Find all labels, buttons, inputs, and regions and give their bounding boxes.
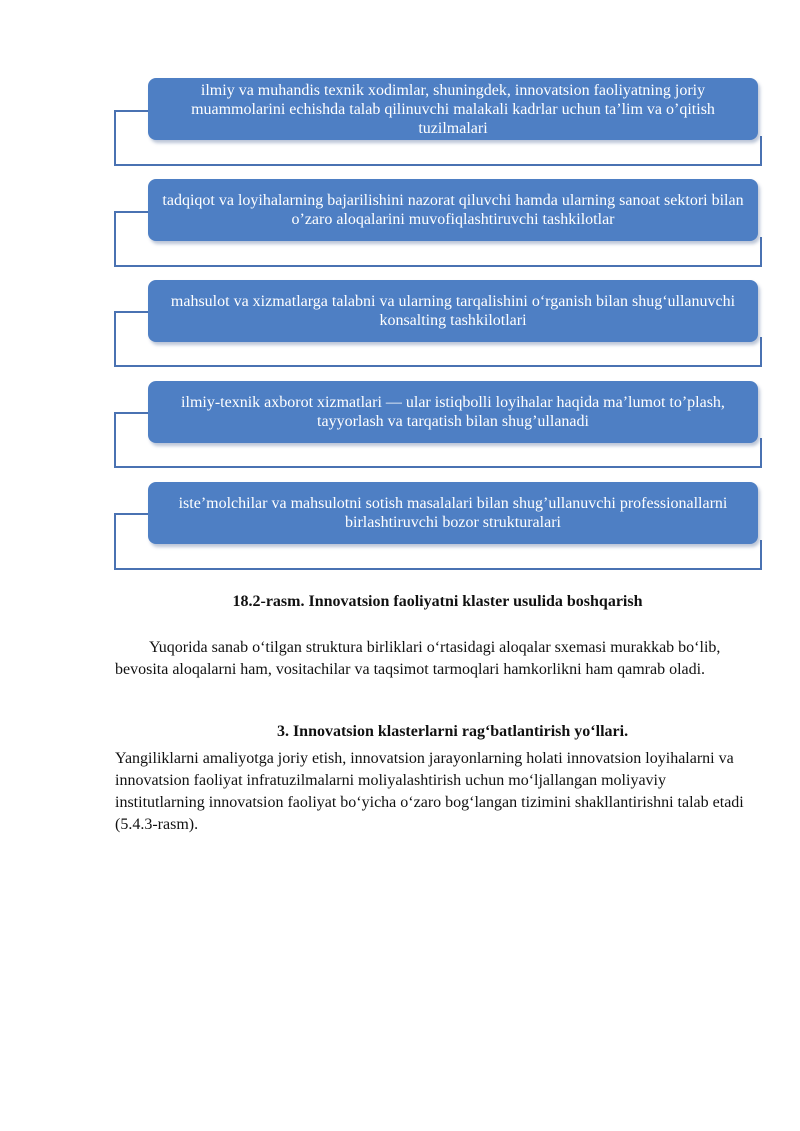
diagram-box-3-text: mahsulot va xizmatlarga talabni va ularning tarqalishini o‘rganish bilan shug‘ullanuvchi konsalting tashkilotlari <box>170 293 736 329</box>
diagram-box-4-text: ilmiy-texnik axborot xizmatlari — ular istiqbolli loyihalar haqida ma’lumot to’plash, tayyorlash va tarqatish bilan shug’ullanadi <box>181 394 725 430</box>
diagram-box-2-text: tadqiqot va loyihalarning bajarilishini nazorat qiluvchi hamda ularning sanoat sektori bilan o’zaro aloqalarini muvofiqlashtiruvchi tashkilotlar <box>162 192 744 228</box>
diagram-box-4 <box>148 381 758 443</box>
figure-caption: 18.2-rasm. Innovatsion faoliyatni klaster usulida boshqarish <box>232 593 643 610</box>
diagram-box-3 <box>148 280 758 342</box>
diagram-box-2 <box>148 179 758 241</box>
diagram-box-5-text: iste’molchilar va mahsulotni sotish masalalari bilan shug’ullanuvchi professionallarni birlashtiruvchi bozor strukturalari <box>178 495 728 531</box>
diagram-box-1 <box>148 78 758 140</box>
diagram-box-5 <box>148 482 758 544</box>
paragraph-2: Yangiliklarni amaliyotga joriy etish, innovatsion jarayonlarning holati innovatsion loyihalarni va innovatsion faoliyat infratuzilmalarni moliyalashtirish uchun mo‘ljallangan moliyaviy institutlarning innovatsion faoliyat bo‘yicha o‘zaro bog‘langan tizimini shakllantirishni talab etadi (5.4.3-rasm). <box>115 750 744 833</box>
section-heading: 3. Innovatsion klasterlarni rag‘batlantirish yo‘llari. <box>276 723 629 740</box>
paragraph-1: Yuqorida sanab o‘tilgan struktura birliklari o‘rtasidagi aloqalar sxemasi murakkab bo‘lib, bevosita aloqalarni ham, vositachilar va taqsimot tarmoqlari hamkorlikni ham qamrab oladi. <box>115 639 721 678</box>
diagram-box-1-text: ilmiy va muhandis texnik xodimlar, shuningdek, innovatsion faoliyatning joriy muammolarini echishda talab qilinuvchi malakali kadrlar uchun ta’lim va o’qitish tuzilmalari <box>191 81 715 137</box>
